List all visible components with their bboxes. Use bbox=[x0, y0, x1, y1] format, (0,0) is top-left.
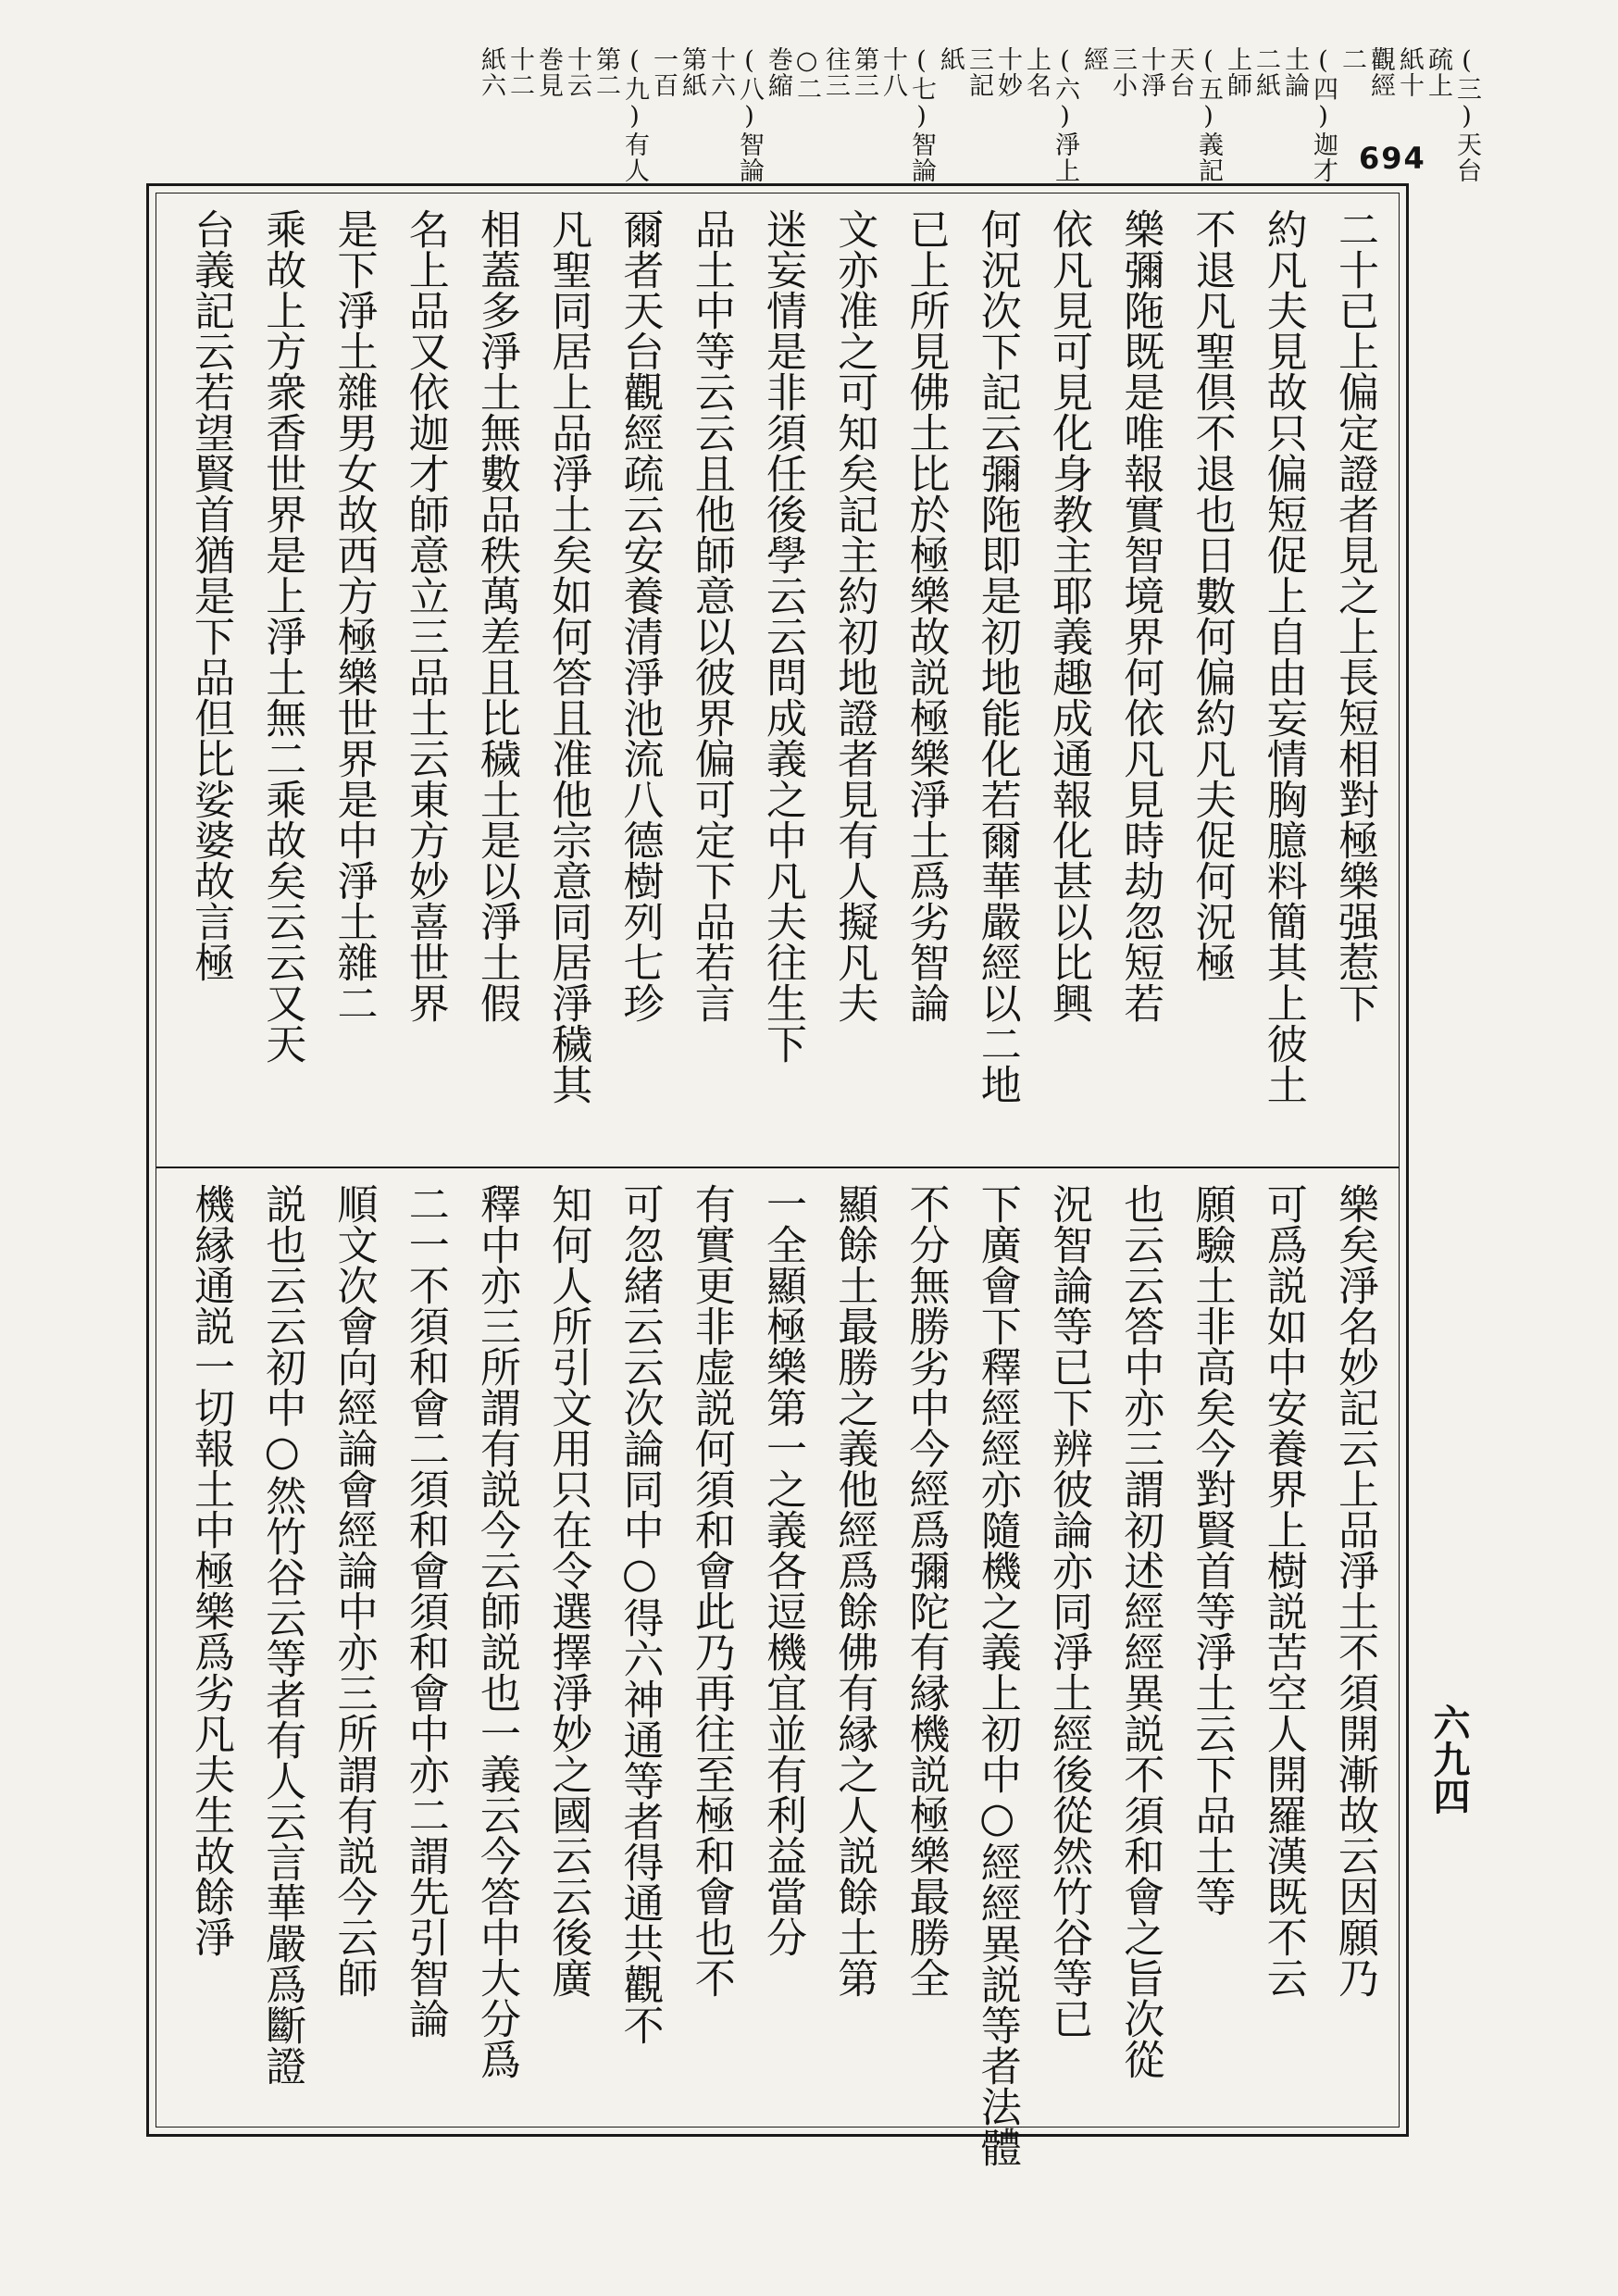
header-note-column: 往三 bbox=[821, 46, 850, 98]
header-note-column: 紙十 bbox=[1395, 46, 1424, 98]
text-column: 爾者天台觀經疏云安養清淨池流八德樹列七珍 bbox=[616, 208, 664, 1023]
text-column: 相蓋多淨土無數品秩萬差且比穢土是以淨土假 bbox=[473, 208, 520, 1023]
header-note-column: (三)天台 bbox=[1452, 46, 1481, 183]
header-note-column: 上名 bbox=[1022, 46, 1051, 98]
text-column: 品土中等云云且他師意以彼界偏可定下品若言 bbox=[687, 208, 735, 1023]
header-note-column: 土論 bbox=[1280, 46, 1309, 98]
header-note-column: 十淨 bbox=[1137, 46, 1165, 98]
text-column: 釋中亦三所謂有説今云師説也一義云今答中大分爲 bbox=[473, 1183, 520, 2079]
text-column: 名上品又依迦才師意立三品土云東方妙喜世界 bbox=[401, 208, 449, 1023]
header-note-column: 第二 bbox=[591, 46, 620, 98]
text-column: 機縁通説一切報土中極樂爲劣凡夫生故餘淨 bbox=[187, 1183, 234, 1957]
text-column: 乘故上方衆香世界是上淨土無二乘故矣云云又天 bbox=[258, 208, 306, 1064]
text-column: 何況次下記云彌陁即是初地能化若爾華嚴經以二地 bbox=[973, 208, 1021, 1104]
page-number: 694 bbox=[1359, 141, 1426, 176]
header-note-column: 上師 bbox=[1223, 46, 1251, 98]
text-column: 已上所見佛土比於極樂故説極樂淨土爲劣智論 bbox=[902, 208, 950, 1023]
header-note-column: 十妙 bbox=[993, 46, 1022, 98]
header-note-column: 十二 bbox=[505, 46, 534, 98]
text-column: 不退凡聖倶不退也日數何偏約凡夫促何況極 bbox=[1188, 208, 1236, 982]
header-note-column: (八)智論 bbox=[735, 46, 764, 183]
text-column: 不分無勝劣中今經爲彌陀有縁機説極樂最勝全 bbox=[902, 1183, 950, 1998]
text-column: 順文次會向經論會經論中亦三所謂有説今云師 bbox=[330, 1183, 378, 1998]
header-note-column: 十云 bbox=[563, 46, 591, 98]
text-column: 是下淨土雜男女故西方極樂世界是中淨土雜二 bbox=[330, 208, 378, 1023]
header-note-column: (五)義記 bbox=[1194, 46, 1223, 183]
header-note-column: 紙 bbox=[936, 46, 965, 72]
text-column: 有實更非虚説何須和會此乃再往至極和會也不 bbox=[687, 1183, 735, 1998]
header-note-column: 經 bbox=[1079, 46, 1108, 72]
header-note-column: 疏上 bbox=[1424, 46, 1452, 98]
text-column: 二十已上偏定證者見之上長短相對極樂强惹下 bbox=[1331, 208, 1378, 1023]
header-note-column: ○二 bbox=[792, 46, 821, 102]
header-note-column: (七)智論 bbox=[907, 46, 936, 183]
text-column: 文亦准之可知矣記主約初地證者見有人擬凡夫 bbox=[830, 208, 878, 1023]
text-column: 也云云答中亦三謂初述經經異説不須和會之旨次從 bbox=[1116, 1183, 1164, 2079]
header-note-column: 一百 bbox=[649, 46, 678, 98]
text-column: 樂彌陁既是唯報實智境界何依凡見時劫忽短若 bbox=[1116, 208, 1164, 1023]
header-note-column: 三小 bbox=[1108, 46, 1137, 98]
text-column: 台義記云若望賢首猶是下品但比娑婆故言極 bbox=[187, 208, 234, 982]
text-column: 況智論等已下辨彼論亦同淨土經後從然竹谷等已 bbox=[1045, 1183, 1092, 2039]
header-note-column: 巻見 bbox=[534, 46, 563, 98]
text-column: 説也云云初中○然竹谷云等者有人云言華嚴爲斷證 bbox=[258, 1183, 306, 2086]
text-column: 依凡見可見化身教主耶義趣成通報化甚以比興 bbox=[1045, 208, 1092, 1023]
text-column: 迷妄情是非須任後學云云問成義之中凡夫往生下 bbox=[759, 208, 806, 1064]
header-note-column: 十六 bbox=[706, 46, 735, 98]
text-column: 二一不須和會二須和會須和會中亦二謂先引智論 bbox=[401, 1183, 449, 2039]
header-note-column: 二 bbox=[1338, 46, 1366, 72]
lower-text-block bbox=[187, 1183, 1378, 2167]
header-note-column: 紙六 bbox=[477, 46, 505, 98]
header-note-column: (六)淨上 bbox=[1051, 46, 1079, 183]
header-note-column: 天台 bbox=[1165, 46, 1194, 98]
header-note-column: 十八 bbox=[878, 46, 907, 98]
section-divider bbox=[156, 1167, 1400, 1168]
text-column: 知何人所引文用只在令選擇淨妙之國云云後廣 bbox=[544, 1183, 592, 1998]
header-note-column: 觀經 bbox=[1366, 46, 1395, 98]
header-note-column: 巻縮 bbox=[764, 46, 792, 98]
header-note-column: (四)迦才 bbox=[1309, 46, 1338, 183]
text-column: 顯餘土最勝之義他經爲餘佛有縁之人説餘土第 bbox=[830, 1183, 878, 1998]
text-column: 一全顯極樂第一之義各逗機宜並有利益當分 bbox=[759, 1183, 806, 1957]
header-note-column: 第紙 bbox=[678, 46, 706, 98]
text-column: 約凡夫見故只偏短促上自由妄情胸臆料簡其上彼土 bbox=[1259, 208, 1307, 1104]
header-note-column: 三記 bbox=[965, 46, 993, 98]
text-column: 樂矣淨名妙記云上品淨土不須開漸故云因願乃 bbox=[1331, 1183, 1378, 1998]
text-column: 願驗土非高矣今對賢首等淨土云下品土等 bbox=[1188, 1183, 1236, 1916]
header-note-column: (九)有人 bbox=[620, 46, 649, 183]
text-column: 可忽緒云云次論同中○得六神通等者得通共觀不 bbox=[616, 1183, 664, 2045]
text-column: 可爲説如中安養界上樹説苦空人開羅漢既不云 bbox=[1259, 1183, 1307, 1998]
header-notes bbox=[479, 46, 1479, 185]
text-column: 凡聖同居上品淨土矣如何答且准他宗意同居淨穢其 bbox=[544, 208, 592, 1104]
side-folio: 六九四 bbox=[1427, 1703, 1471, 1815]
header-note-column: 第三 bbox=[850, 46, 878, 98]
text-column: 下廣會下釋經經亦隨機之義上初中○經經異説等者法體 bbox=[973, 1183, 1021, 2167]
upper-text-block bbox=[187, 208, 1378, 1153]
header-note-column: 二紙 bbox=[1251, 46, 1280, 98]
